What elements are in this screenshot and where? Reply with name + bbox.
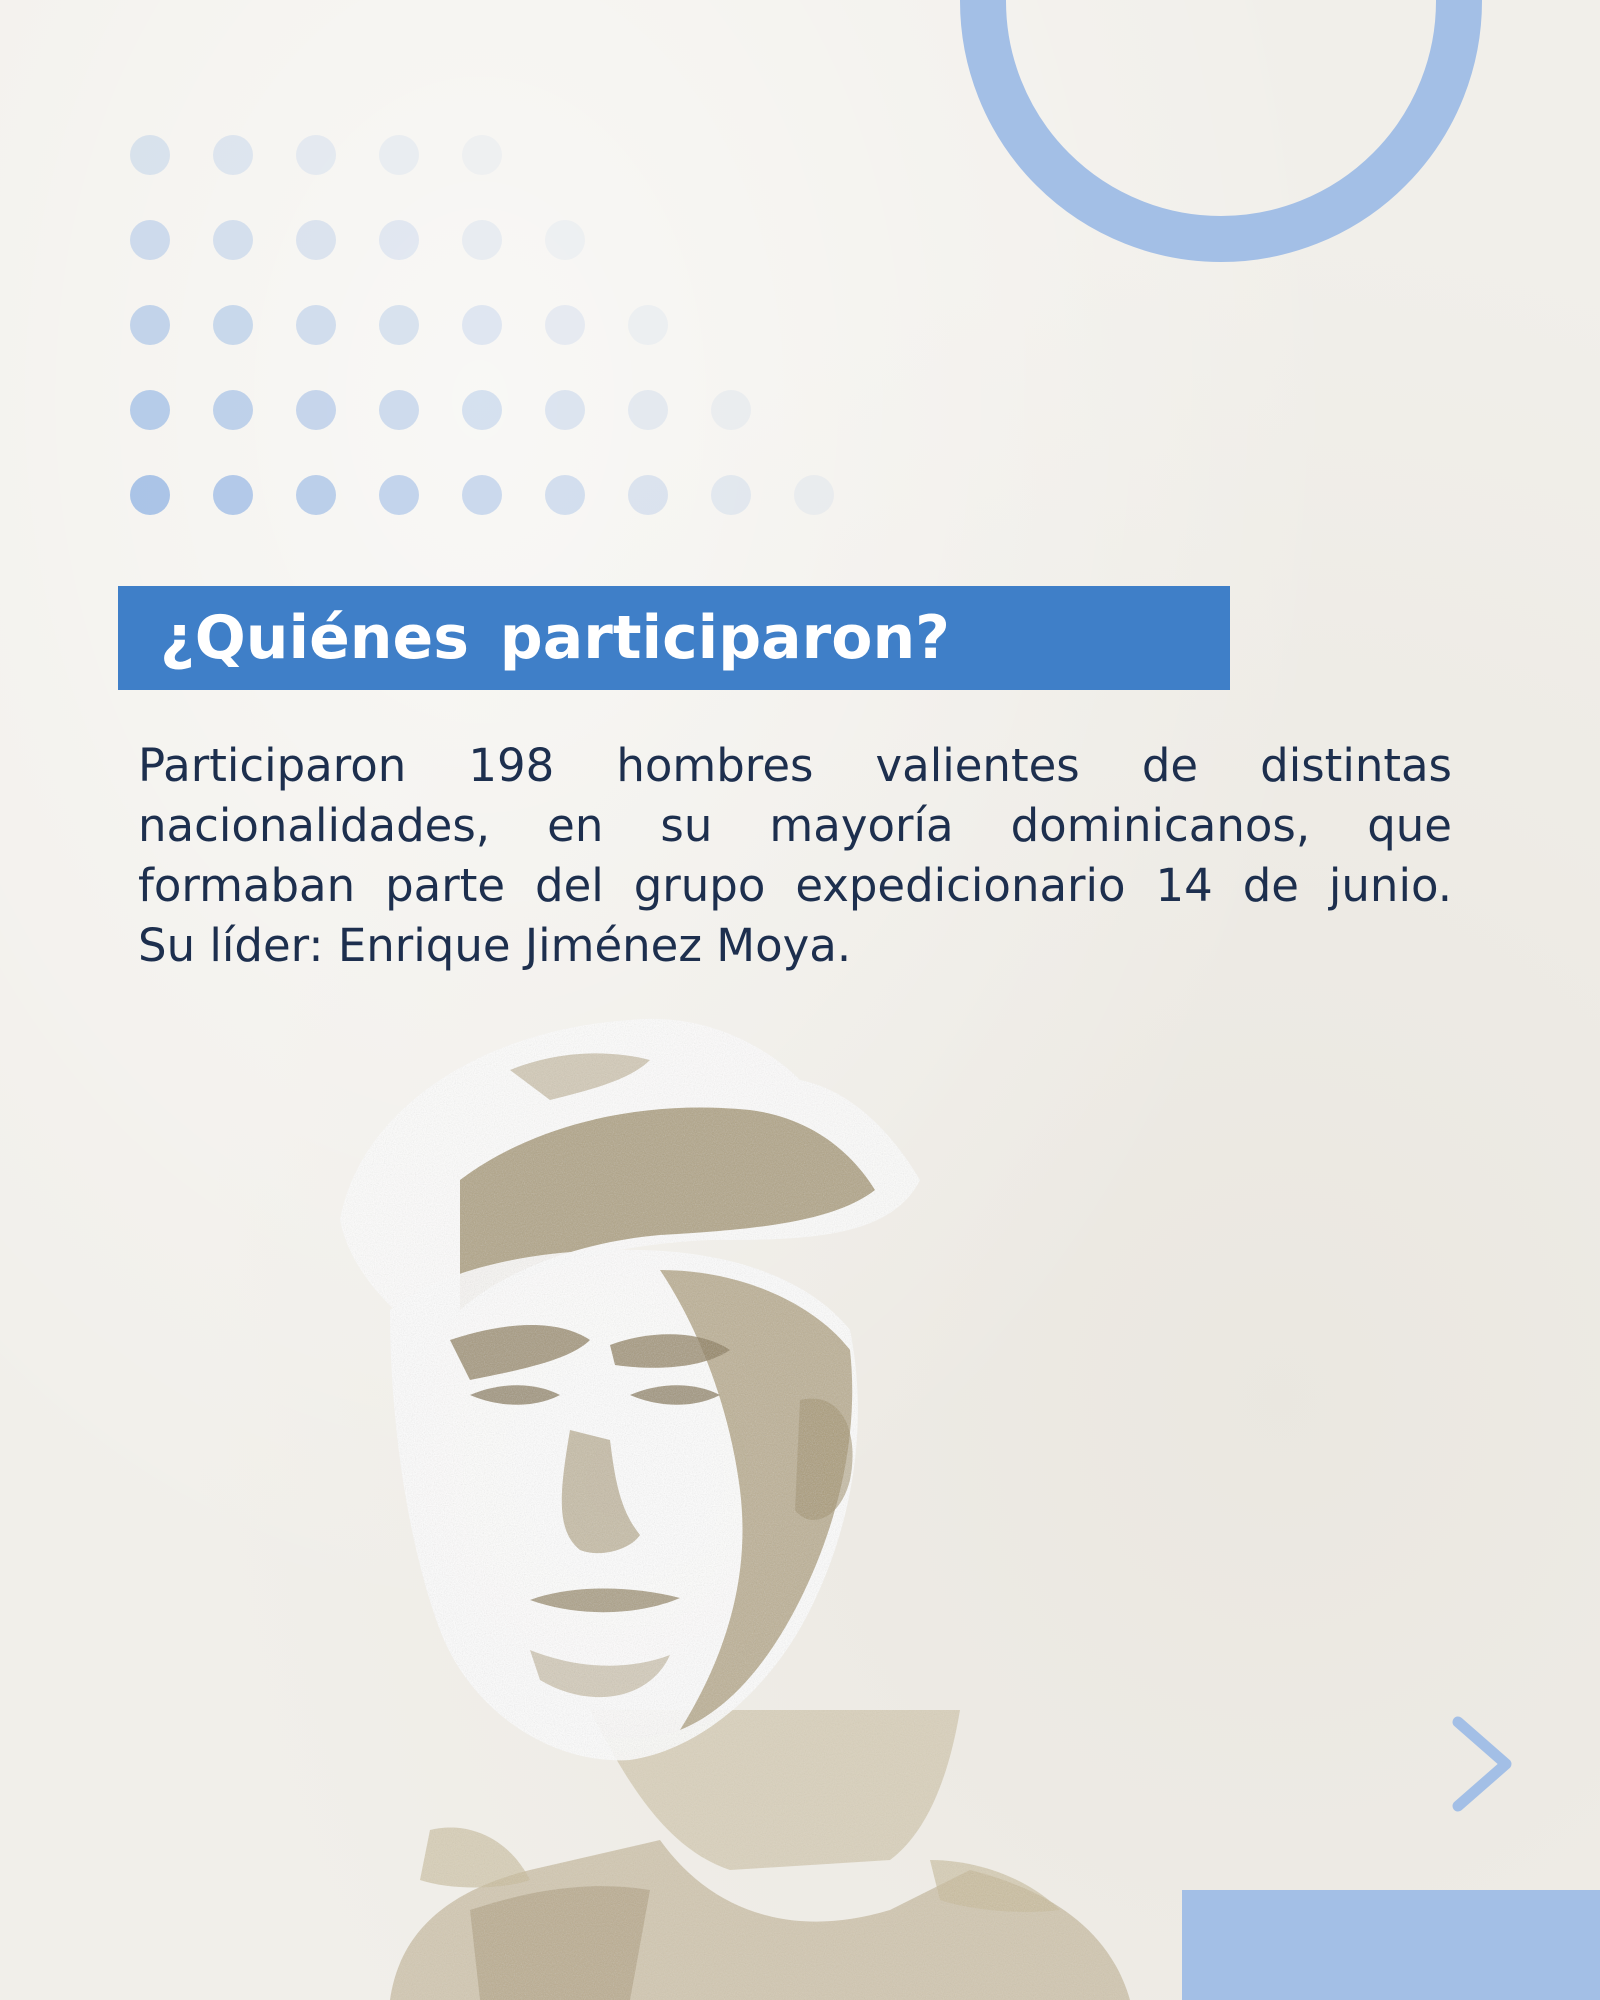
dot: [130, 390, 170, 430]
dot: [213, 135, 253, 175]
dot: [379, 135, 419, 175]
dot: [296, 220, 336, 260]
chevron-right-icon[interactable]: [1448, 1714, 1518, 1814]
dot-grid: [0, 0, 900, 560]
dot: [213, 305, 253, 345]
decorative-corner-block: [1182, 1890, 1600, 2000]
dot: [794, 475, 834, 515]
dot: [130, 305, 170, 345]
body-line-3: formaban parte del grupo expedicionario 14 de junio.: [138, 859, 1452, 912]
dot: [462, 390, 502, 430]
dot: [213, 220, 253, 260]
dot: [545, 220, 585, 260]
dot: [130, 135, 170, 175]
dot: [379, 220, 419, 260]
portrait-photo: [330, 1010, 1230, 2000]
dot: [628, 390, 668, 430]
body-line-2: nacionalidades, en su mayoría dominicanos, que: [138, 799, 1452, 852]
dot: [296, 475, 336, 515]
dot: [379, 305, 419, 345]
body-line-4: Su líder: Enrique Jiménez Moya.: [138, 919, 852, 972]
dot: [379, 390, 419, 430]
slide-title: ¿Quiénes participaron?: [160, 603, 950, 673]
dot: [545, 475, 585, 515]
dot: [462, 135, 502, 175]
body-paragraph: [138, 736, 1452, 976]
dot: [628, 475, 668, 515]
dot: [711, 475, 751, 515]
dot: [296, 305, 336, 345]
dot: [711, 390, 751, 430]
dot: [379, 475, 419, 515]
body-line-1: Participaron 198 hombres valientes de distintas: [138, 739, 1452, 792]
dot: [545, 390, 585, 430]
dot: [213, 390, 253, 430]
dot: [130, 220, 170, 260]
dot: [130, 475, 170, 515]
dot: [462, 475, 502, 515]
dot: [545, 305, 585, 345]
dot: [628, 305, 668, 345]
dot: [213, 475, 253, 515]
dot: [462, 305, 502, 345]
dot: [462, 220, 502, 260]
dot: [296, 390, 336, 430]
dot: [296, 135, 336, 175]
